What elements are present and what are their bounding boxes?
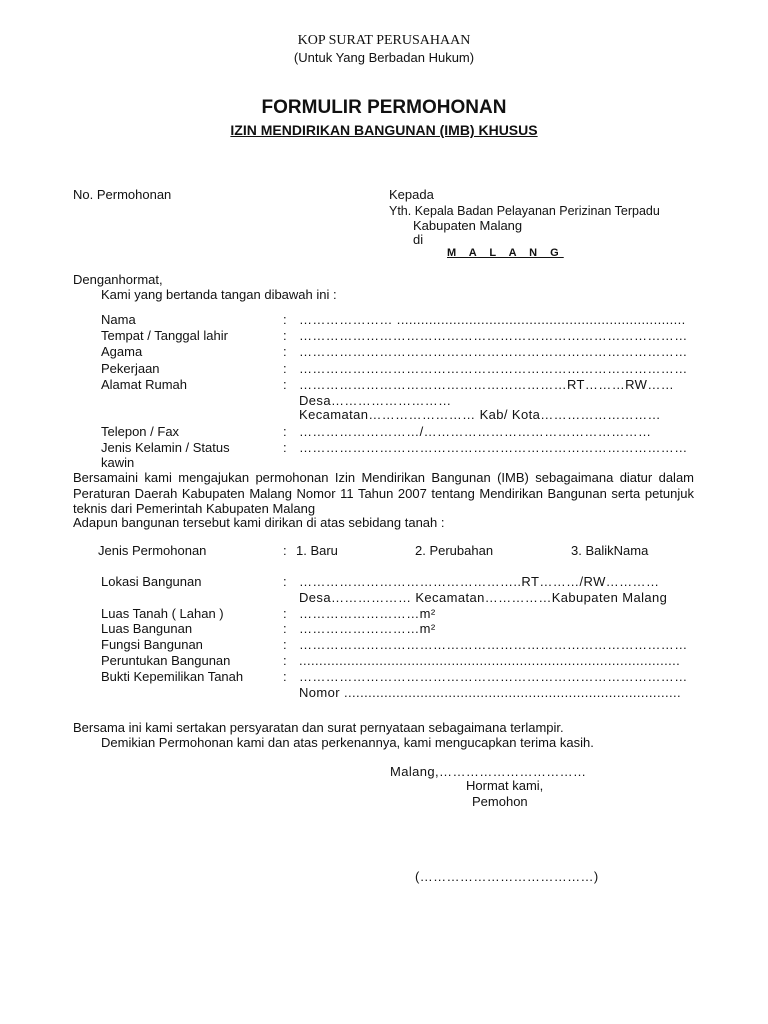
paragraph-regulation: Bersamaini kami mengajukan permohonan Izin Mendirikan Bangunan (IMB) sebagaimana diatur dalam Peraturan Daerah Kabupaten Malang Nomor 11 Tahun 2007 tentang Mendirikan Bangunan serta petunjuk teknis dari Pemerintah Kabupaten Malang [73,470,694,516]
city: M A L A N G [447,247,564,259]
field-label: Luas Bangunan [101,621,193,636]
field-label: Peruntukan Bangunan [101,653,231,668]
colon: : [283,574,287,589]
field-value[interactable]: ............................................................................................... [299,653,681,668]
field-value[interactable]: Nomor .................................................................................... [299,685,682,700]
field-value[interactable]: …………………………………………………………………………… [299,669,688,684]
hormat-kami: Hormat kami, [466,778,544,793]
field-label: Tempat / Tanggal lahir [101,328,228,343]
field-value[interactable]: …………………………………………………………………………… [299,361,688,376]
colon: : [283,328,287,343]
field-label: Jenis Kelamin / Status [101,440,230,455]
field-label: Fungsi Bangunan [101,637,203,652]
jenis-label: Jenis Permohonan [98,543,207,558]
colon: : [283,621,287,636]
form-subtitle: IZIN MENDIRIKAN BANGUNAN (IMB) KHUSUS [230,122,538,138]
signature-name-field[interactable]: (…………………………………) [415,869,599,884]
field-label: Telepon / Fax [101,424,180,439]
field-label: Bukti Kepemilikan Tanah [101,669,244,684]
field-value[interactable]: …………………………………………………………………………… [299,440,688,455]
colon: : [283,440,287,455]
colon: : [283,543,287,558]
greeting: Denganhormat, [73,272,163,287]
field-label: Pekerjaan [101,361,160,376]
field-value[interactable]: ………………………/…………………………………………… [299,424,652,439]
kop-note: (Untuk Yang Berbadan Hukum) [293,50,475,65]
field-value[interactable]: Desa……………………… [299,393,452,408]
colon: : [283,377,287,392]
colon: : [283,344,287,359]
kepada: Kepada [389,187,434,202]
place-date-field[interactable]: Malang,…………………………… [390,764,587,779]
recipient-kabupaten: Kabupaten Malang [413,218,523,233]
field-label: Lokasi Bangunan [101,574,202,589]
field-value[interactable]: …………………………………………..RT………/RW………… [299,574,660,589]
closing-thanks: Demikian Permohonan kami dan atas perkenannya, kami mengucapkan terima kasih. [101,735,594,750]
colon: : [283,669,287,684]
field-label: Luas Tanah ( Lahan ) [101,606,224,621]
field-value[interactable]: …………………………………………………………………………… [299,328,688,343]
option-perubahan[interactable]: 2. Perubahan [415,543,494,558]
field-value[interactable]: …………………………………………………………………………… [299,344,688,359]
field-value[interactable]: ………………………m² [299,606,436,621]
colon: : [283,424,287,439]
colon: : [283,361,287,376]
no-permohonan-label: No. Permohonan [73,187,172,202]
field-label: Agama [101,344,143,359]
colon: : [283,312,287,327]
colon: : [283,653,287,668]
field-label: Alamat Rumah [101,377,187,392]
option-baru[interactable]: 1. Baru [296,543,338,558]
form-title: FORMULIR PERMOHONAN [261,97,507,118]
colon: : [283,637,287,652]
closing-attachments: Bersama ini kami sertakan persyaratan dan surat pernyataan sebagaimana terlampir. [73,720,564,735]
di: di [413,232,424,247]
field-label: Nama [101,312,136,327]
field-value[interactable]: Desa……………… Kecamatan……………Kabupaten Malang [299,590,668,605]
intro: Kami yang bertanda tangan dibawah ini : [101,287,337,302]
pemohon-label: Pemohon [472,794,528,809]
option-baliknama[interactable]: 3. BalikNama [571,543,649,558]
kop-surat: KOP SURAT PERUSAHAAN [297,33,471,48]
field-value[interactable]: ……………………………………………………RT………RW…… [299,377,675,392]
field-value[interactable]: ………………………m² [299,621,436,636]
field-value[interactable]: ………………… ........................................................................ [299,312,686,327]
field-label: kawin [101,455,135,470]
field-value[interactable]: …………………………………………………………………………… [299,637,688,652]
field-value[interactable]: Kecamatan…………………… Kab/ Kota……………………… [299,407,661,422]
colon: : [283,606,287,621]
paragraph-land: Adapun bangunan tersebut kami dirikan di atas sebidang tanah : [73,515,445,530]
recipient: Yth. Kepala Badan Pelayanan Perizinan Terpadu [389,204,660,218]
